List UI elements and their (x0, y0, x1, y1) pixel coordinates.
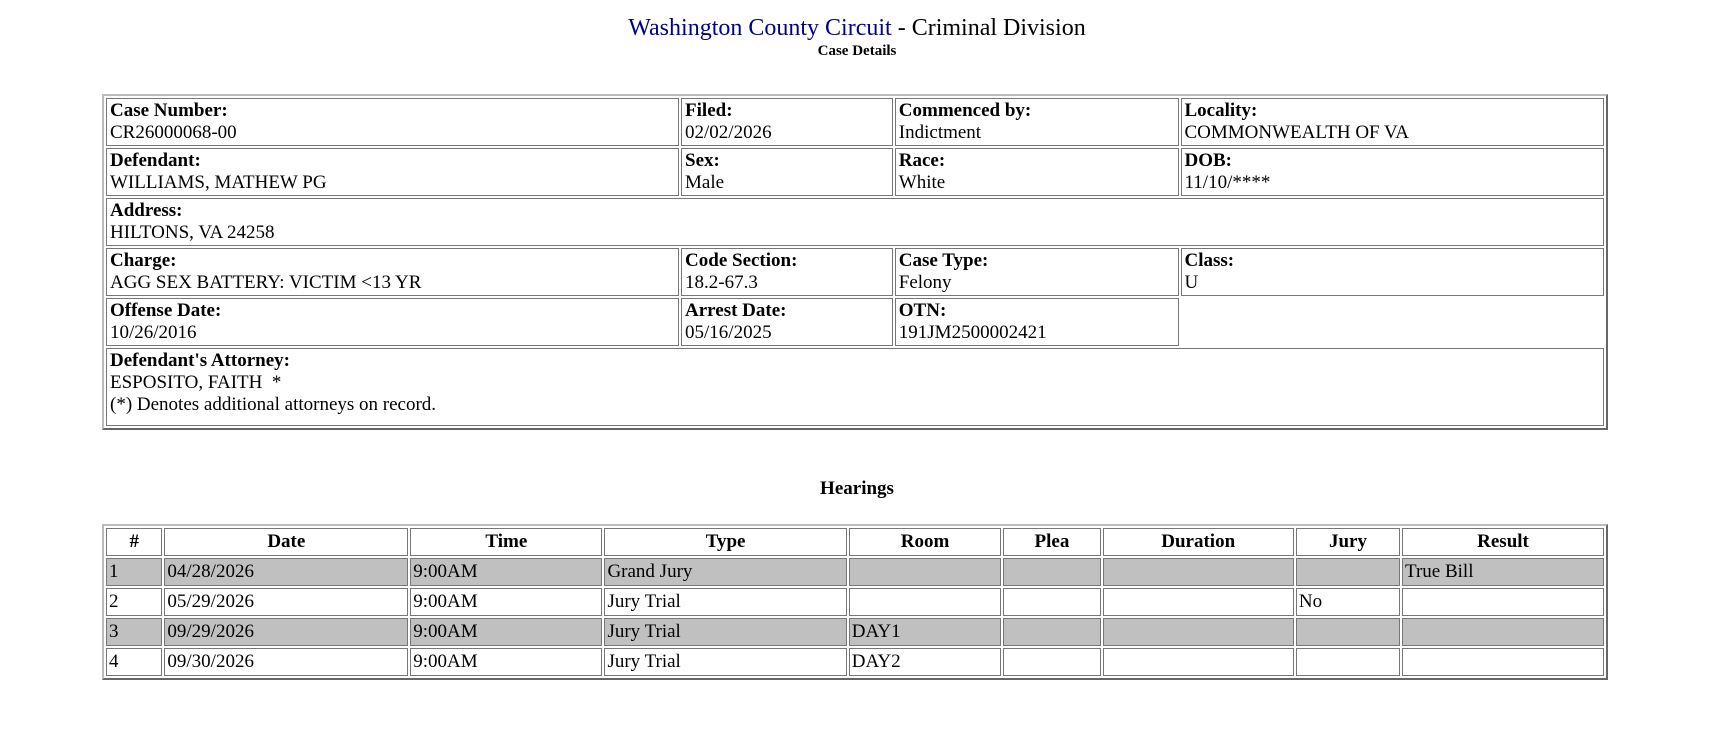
case-row (106, 248, 1604, 296)
address-value: HILTONS, VA 24258 (110, 222, 275, 243)
table-cell: 04/28/2026 (164, 558, 408, 586)
column-header: Duration (1103, 528, 1294, 556)
table-cell (1402, 648, 1604, 676)
table-cell (1402, 618, 1604, 646)
arrest-date-value: 05/16/2025 (685, 322, 772, 343)
page-header (0, 14, 1714, 60)
table-cell: DAY1 (849, 618, 1002, 646)
column-header: Type (604, 528, 846, 556)
arrest-date-cell (681, 298, 893, 346)
attorney-label: Defendant's Attorney: (110, 350, 290, 371)
case-number-value: CR26000068-00 (110, 122, 237, 143)
table-cell: 2 (106, 588, 162, 616)
table-cell (1296, 648, 1400, 676)
otn-value: 191JM2500002421 (898, 322, 1047, 343)
otn-cell (895, 298, 1179, 346)
filed-label: Filed: (685, 100, 733, 121)
case-row (106, 298, 1604, 346)
hearings-header-row (106, 528, 1604, 556)
table-cell: 05/29/2026 (164, 588, 408, 616)
arrest-date-label: Arrest Date: (685, 300, 787, 321)
table-cell (1296, 618, 1400, 646)
otn-label: OTN: (898, 300, 947, 321)
table-cell (1003, 558, 1100, 586)
case-number-label: Case Number: (110, 100, 228, 121)
table-row (106, 648, 1604, 676)
locality-cell (1181, 98, 1605, 146)
table-cell: 9:00AM (410, 588, 602, 616)
dob-value: 11/10/**** (1184, 172, 1271, 193)
table-cell: 3 (106, 618, 162, 646)
attorney-note: (*) Denotes additional attorneys on record. (110, 394, 437, 415)
column-header: # (106, 528, 162, 556)
charge-cell (106, 248, 679, 296)
address-label: Address: (110, 200, 183, 221)
race-value: White (898, 172, 946, 193)
table-cell (1296, 558, 1400, 586)
class-label: Class: (1184, 250, 1235, 271)
table-cell: 9:00AM (410, 558, 602, 586)
table-row (106, 588, 1604, 616)
table-cell (1103, 648, 1294, 676)
table-cell: No (1296, 588, 1400, 616)
offense-date-cell (106, 298, 679, 346)
table-cell (1003, 588, 1100, 616)
locality-value: COMMONWEALTH OF VA (1184, 122, 1410, 143)
table-cell (849, 588, 1002, 616)
offense-date-value: 10/26/2016 (110, 322, 197, 343)
filed-cell (681, 98, 893, 146)
empty-cell (1181, 298, 1605, 346)
dob-cell (1181, 148, 1605, 196)
sex-cell (681, 148, 893, 196)
table-cell (1003, 618, 1100, 646)
attorney-cell (106, 348, 1604, 426)
column-header: Jury (1296, 528, 1400, 556)
table-cell: DAY2 (849, 648, 1002, 676)
page-title (0, 14, 1714, 42)
column-header: Date (164, 528, 408, 556)
table-cell (1103, 558, 1294, 586)
charge-value: AGG SEX BATTERY: VICTIM <13 YR (110, 272, 422, 293)
commenced-by-label: Commenced by: (898, 100, 1032, 121)
class-value: U (1184, 272, 1199, 293)
case-row (106, 98, 1604, 146)
defendant-cell (106, 148, 679, 196)
table-cell (849, 558, 1002, 586)
defendant-value: WILLIAMS, MATHEW PG (110, 172, 327, 193)
column-header: Plea (1003, 528, 1100, 556)
table-cell: Grand Jury (604, 558, 846, 586)
case-type-label: Case Type: (898, 250, 989, 271)
commenced-by-cell (895, 98, 1179, 146)
table-cell (1003, 648, 1100, 676)
filed-value: 02/02/2026 (685, 122, 772, 143)
table-cell: True Bill (1402, 558, 1604, 586)
locality-label: Locality: (1184, 100, 1258, 121)
hearings-title: Hearings (820, 478, 894, 499)
column-header: Room (849, 528, 1002, 556)
case-details-table (102, 94, 1608, 430)
table-cell: 09/29/2026 (164, 618, 408, 646)
title-separator: - (891, 15, 912, 41)
defendant-label: Defendant: (110, 150, 201, 171)
code-section-cell (681, 248, 893, 296)
attorney-value: ESPOSITO, FAITH * (110, 372, 282, 393)
division-name: Criminal Division (911, 15, 1086, 41)
case-type-value: Felony (898, 272, 952, 293)
table-cell (1103, 588, 1294, 616)
column-header: Result (1402, 528, 1604, 556)
race-cell (895, 148, 1179, 196)
table-cell: 9:00AM (410, 648, 602, 676)
case-type-cell (895, 248, 1179, 296)
case-row (106, 348, 1604, 426)
table-row (106, 558, 1604, 586)
page-subtitle: Case Details (817, 43, 897, 59)
table-cell: 09/30/2026 (164, 648, 408, 676)
table-cell: Jury Trial (604, 588, 846, 616)
table-cell: 9:00AM (410, 618, 602, 646)
hearings-table (102, 524, 1608, 680)
case-row (106, 148, 1604, 196)
column-header: Time (410, 528, 602, 556)
sex-label: Sex: (685, 150, 720, 171)
table-row (106, 618, 1604, 646)
race-label: Race: (898, 150, 946, 171)
commenced-by-value: Indictment (898, 122, 982, 143)
class-cell (1181, 248, 1605, 296)
charge-label: Charge: (110, 250, 177, 271)
offense-date-label: Offense Date: (110, 300, 222, 321)
table-cell: Jury Trial (604, 648, 846, 676)
table-cell: 1 (106, 558, 162, 586)
table-cell: Jury Trial (604, 618, 846, 646)
table-cell (1402, 588, 1604, 616)
table-cell (1103, 618, 1294, 646)
address-cell (106, 198, 1604, 246)
case-row (106, 198, 1604, 246)
code-section-value: 18.2-67.3 (685, 272, 758, 293)
dob-label: DOB: (1184, 150, 1232, 171)
table-cell: 4 (106, 648, 162, 676)
court-name: Washington County Circuit (628, 15, 892, 41)
sex-value: Male (685, 172, 725, 193)
case-number-cell (106, 98, 679, 146)
code-section-label: Code Section: (685, 250, 798, 271)
